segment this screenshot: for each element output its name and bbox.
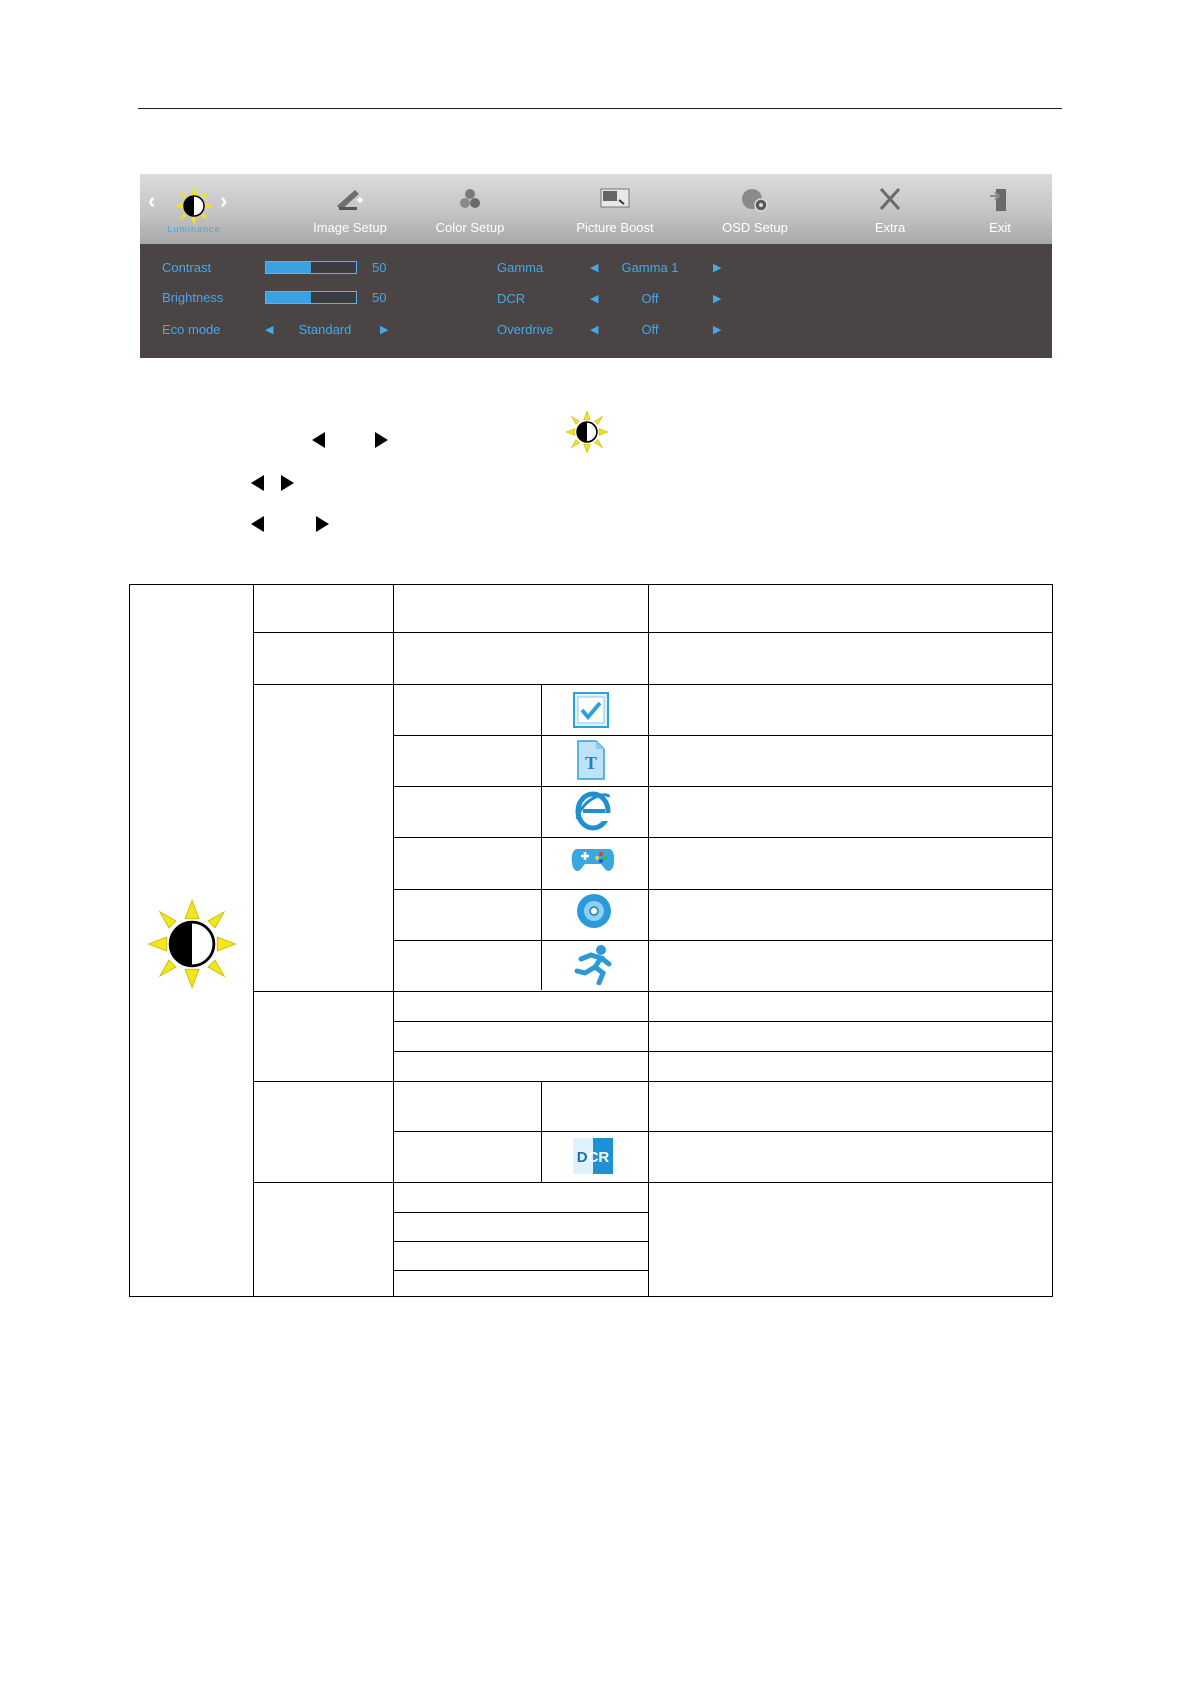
table-row-divider: [393, 735, 1053, 736]
tab-label: Picture Boost: [576, 220, 654, 235]
tab-image-setup[interactable]: [290, 174, 410, 244]
eco-mode-right-arrow-icon[interactable]: ▶: [380, 324, 389, 336]
exit-icon: [988, 186, 1012, 219]
gamma-label: Gamma: [497, 260, 544, 275]
picture-boost-icon: [599, 186, 631, 215]
table-row-divider: [253, 991, 1053, 992]
eco-mode-value: Standard: [298, 322, 352, 337]
gamma-value: Gamma 1: [621, 260, 679, 275]
svg-text:DCR: DCR: [576, 1149, 610, 1166]
brightness-label: Brightness: [162, 290, 224, 305]
table-row-divider: [253, 684, 1053, 685]
color-setup-icon: [456, 186, 484, 217]
osd-menu-screenshot: [140, 174, 1052, 358]
contrast-slider-fill: [266, 262, 311, 273]
osd-tab-bar: [140, 174, 1052, 244]
header-rule: [138, 108, 1062, 109]
overdrive-right-arrow-icon[interactable]: ▶: [713, 324, 722, 336]
luminance-sun-icon: [146, 898, 238, 995]
table-divider: [541, 1082, 542, 1182]
right-arrow-icon: [375, 432, 388, 448]
overdrive-left-arrow-icon[interactable]: ◀: [590, 324, 599, 336]
brightness-value: 50: [372, 290, 387, 305]
luminance-inline-icon: [565, 410, 609, 459]
left-arrow-icon: [251, 516, 264, 532]
luminance-settings-table: [129, 584, 1053, 1297]
table-divider: [253, 585, 254, 1296]
tab-label: Image Setup: [313, 220, 387, 235]
contrast-slider[interactable]: [265, 261, 357, 274]
left-arrow-icon: [251, 475, 264, 491]
brightness-slider[interactable]: [265, 291, 357, 304]
right-arrow-icon: [281, 475, 294, 491]
image-setup-icon: [335, 186, 365, 217]
tab-luminance[interactable]: [154, 174, 234, 244]
table-row-divider: [393, 1212, 648, 1213]
tab-osd-setup[interactable]: [695, 174, 815, 244]
dcr-left-arrow-icon[interactable]: ◀: [590, 293, 599, 305]
contrast-value: 50: [372, 260, 387, 275]
svg-text:T: T: [584, 753, 598, 773]
dcr-right-arrow-icon[interactable]: ▶: [713, 293, 722, 305]
table-row-divider: [393, 1051, 1053, 1052]
tab-exit[interactable]: [950, 174, 1050, 244]
brightness-slider-fill: [266, 292, 311, 303]
table-row-divider: [393, 1241, 648, 1242]
osd-setup-icon: [739, 186, 771, 219]
table-row-divider: [253, 1182, 1053, 1183]
tab-label: Exit: [989, 220, 1011, 235]
table-row-divider: [393, 1021, 1053, 1022]
standard-check-icon: [572, 691, 610, 734]
contrast-label: Contrast: [162, 260, 212, 275]
tab-picture-boost[interactable]: [550, 174, 680, 244]
table-row-divider: [393, 786, 1053, 787]
tab-label: Luminance: [167, 224, 221, 234]
table-row-divider: [393, 1131, 1053, 1132]
tab-extra[interactable]: [830, 174, 950, 244]
table-row-divider: [393, 940, 1053, 941]
gamma-right-arrow-icon[interactable]: ▶: [713, 262, 722, 274]
internet-icon: [573, 789, 613, 838]
game-icon: [571, 841, 615, 882]
tab-label: Color Setup: [435, 220, 505, 235]
dcr-value: Off: [641, 291, 659, 306]
tab-label: Extra: [874, 220, 906, 235]
overdrive-label: Overdrive: [497, 322, 554, 337]
overdrive-value: Off: [641, 322, 659, 337]
table-row-divider: [393, 1270, 648, 1271]
text-icon: [576, 739, 606, 786]
tab-color-setup[interactable]: [410, 174, 530, 244]
dcr-icon: [572, 1137, 614, 1180]
table-row-divider: [393, 889, 1053, 890]
osd-next-arrow-icon[interactable]: ›: [220, 188, 228, 213]
table-row-divider: [393, 837, 1053, 838]
eco-mode-left-arrow-icon[interactable]: ◀: [265, 324, 274, 336]
left-arrow-icon: [312, 432, 325, 448]
movie-icon: [574, 891, 614, 936]
table-row-divider: [253, 1081, 1053, 1082]
extra-icon: [876, 186, 904, 217]
dcr-label: DCR: [497, 291, 526, 306]
sports-icon: [573, 943, 615, 990]
gamma-left-arrow-icon[interactable]: ◀: [590, 262, 599, 274]
eco-mode-label: Eco mode: [162, 322, 221, 337]
right-arrow-icon: [316, 516, 329, 532]
osd-prev-arrow-icon[interactable]: ‹: [148, 188, 156, 213]
tab-label: OSD Setup: [722, 220, 788, 235]
table-row-divider: [253, 632, 1053, 633]
